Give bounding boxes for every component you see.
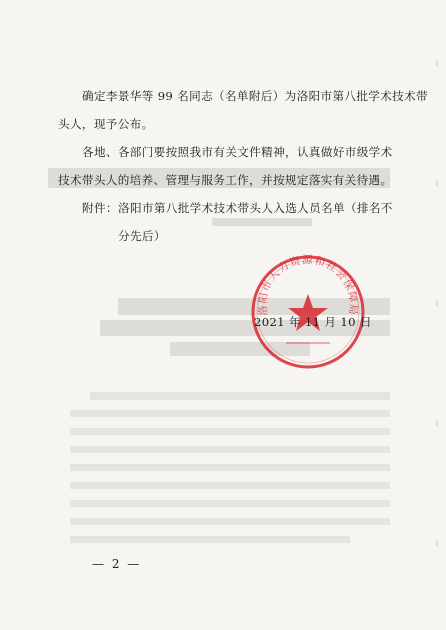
svg-text:洛阳市人力资源和社会保障局: 洛阳市人力资源和社会保障局 bbox=[256, 254, 360, 317]
document-date: 2021 年 11 月 10 日 bbox=[254, 315, 372, 329]
attachment-line-2: 分先后） bbox=[118, 229, 166, 243]
official-seal bbox=[248, 252, 368, 372]
scan-edge-marks bbox=[432, 0, 442, 630]
attachment-label: 附件： bbox=[82, 201, 118, 215]
page-number: — 2 — bbox=[92, 557, 142, 571]
attachment-line-1: 洛阳市第八批学术技术带头人入选人员名单（排名不 bbox=[118, 201, 393, 215]
body-line-3: 各地、各部门要按照我市有关文件精神，认真做好市级学术 bbox=[82, 145, 393, 159]
body-line-1: 确定李景华等 99 名同志（名单附后）为洛阳市第八批学术技术带 bbox=[82, 89, 429, 103]
body-line-2: 头人，现予公布。 bbox=[58, 117, 154, 131]
body-line-4: 技术带头人的培养、管理与服务工作，并按规定落实有关待遇。 bbox=[58, 173, 393, 187]
